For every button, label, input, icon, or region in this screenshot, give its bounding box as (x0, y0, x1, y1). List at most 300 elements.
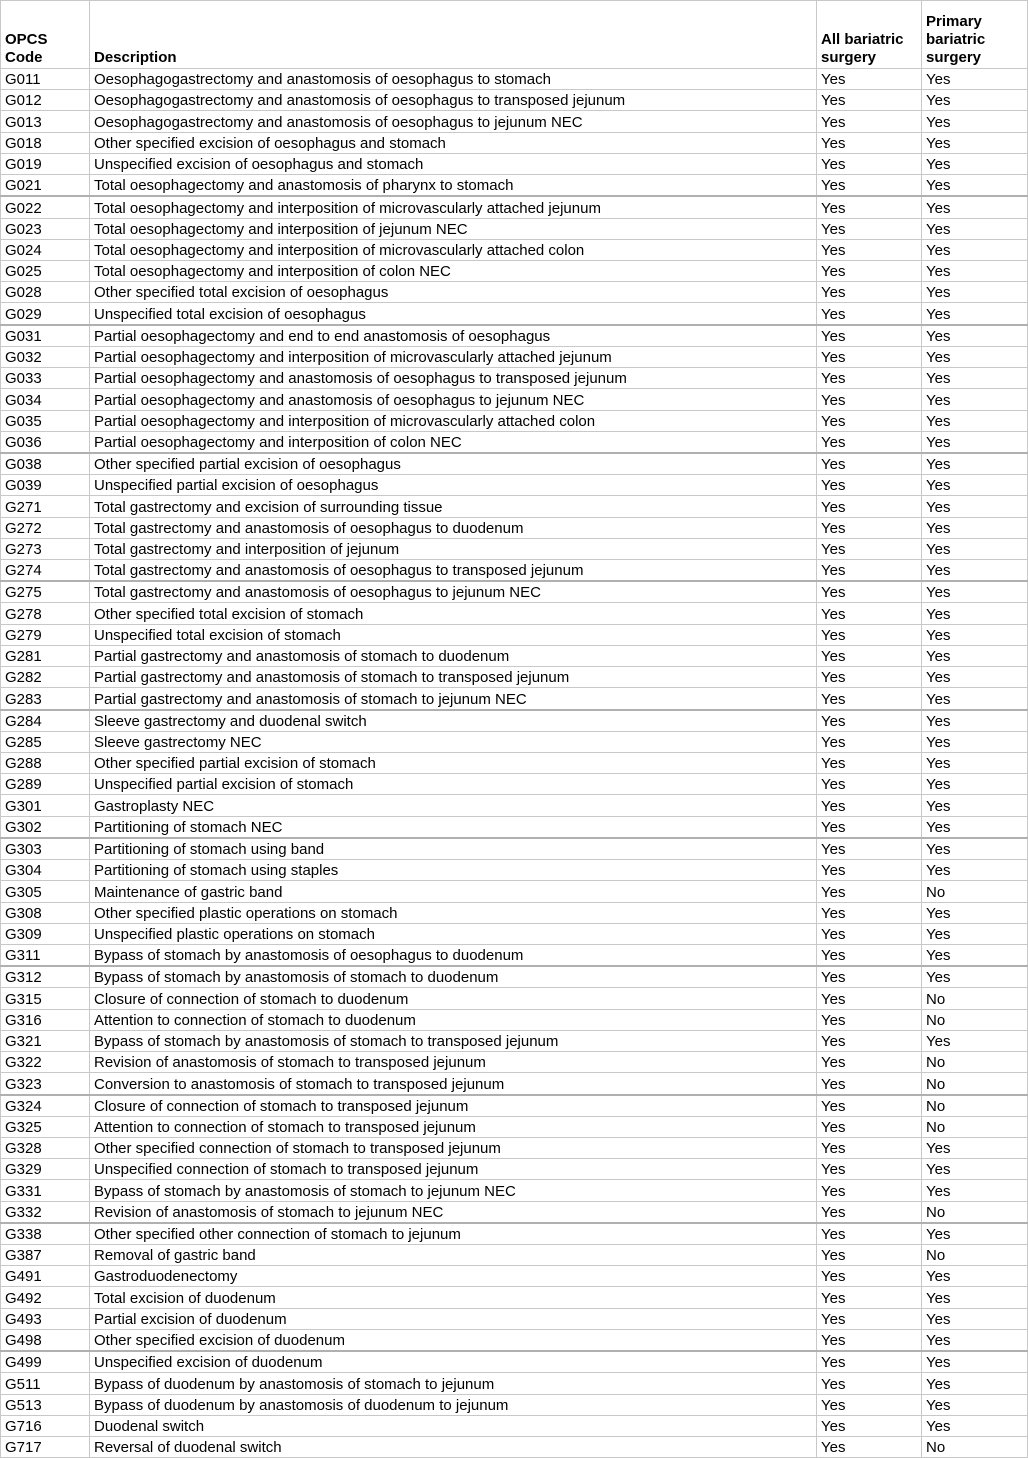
opcs-code-cell: G331 (1, 1180, 90, 1201)
table-row (1, 881, 1028, 902)
all-bariatric-cell: Yes (817, 581, 922, 603)
primary-bariatric-cell: Yes (922, 368, 1028, 389)
primary-bariatric-cell: Yes (922, 731, 1028, 752)
opcs-code-cell: G321 (1, 1030, 90, 1051)
primary-bariatric-cell: Yes (922, 325, 1028, 347)
all-bariatric-cell: Yes (817, 795, 922, 816)
opcs-code-cell: G513 (1, 1394, 90, 1415)
all-bariatric-cell: Yes (817, 517, 922, 538)
all-bariatric-cell: Yes (817, 1437, 922, 1458)
description-cell: Partial oesophagectomy and interposition of colon NEC (90, 431, 817, 453)
opcs-code-cell: G304 (1, 860, 90, 881)
opcs-code-cell: G011 (1, 69, 90, 90)
opcs-code-cell: G281 (1, 645, 90, 666)
description-cell: Unspecified partial excision of oesophagus (90, 475, 817, 496)
all-bariatric-cell: Yes (817, 260, 922, 281)
all-bariatric-cell: Yes (817, 1095, 922, 1117)
header-opcs-code-line-2: Code (5, 49, 43, 66)
opcs-code-cell: G332 (1, 1201, 90, 1223)
opcs-code-cell: G032 (1, 346, 90, 367)
primary-bariatric-cell: Yes (922, 1180, 1028, 1201)
table-row (1, 1287, 1028, 1308)
all-bariatric-cell: Yes (817, 282, 922, 303)
opcs-code-cell: G323 (1, 1073, 90, 1095)
table-row (1, 1329, 1028, 1351)
table-row (1, 1116, 1028, 1137)
table-row (1, 988, 1028, 1009)
table-row (1, 1415, 1028, 1436)
description-cell: Closure of connection of stomach to duodenum (90, 988, 817, 1009)
table-row (1, 325, 1028, 347)
opcs-code-cell: G491 (1, 1266, 90, 1287)
header-primary-bariatric-line-1: Primary (926, 13, 982, 30)
table-row (1, 453, 1028, 475)
description-cell: Partial gastrectomy and anastomosis of stomach to transposed jejunum (90, 667, 817, 688)
all-bariatric-cell: Yes (817, 538, 922, 559)
table-row (1, 132, 1028, 153)
table-row (1, 645, 1028, 666)
table-row (1, 1373, 1028, 1394)
primary-bariatric-cell: Yes (922, 1351, 1028, 1373)
table-row (1, 1437, 1028, 1458)
table-row (1, 1030, 1028, 1051)
opcs-code-cell: G284 (1, 710, 90, 732)
description-cell: Gastroplasty NEC (90, 795, 817, 816)
table-row (1, 1351, 1028, 1373)
description-cell: Partial excision of duodenum (90, 1308, 817, 1329)
all-bariatric-cell: Yes (817, 1116, 922, 1137)
primary-bariatric-cell: Yes (922, 410, 1028, 431)
description-cell: Bypass of stomach by anastomosis of stomach to duodenum (90, 966, 817, 988)
all-bariatric-cell: Yes (817, 753, 922, 774)
table-row (1, 260, 1028, 281)
opcs-code-cell: G325 (1, 1116, 90, 1137)
opcs-code-cell: G387 (1, 1245, 90, 1266)
table-row (1, 603, 1028, 624)
primary-bariatric-cell: Yes (922, 90, 1028, 111)
description-cell: Closure of connection of stomach to transposed jejunum (90, 1095, 817, 1117)
opcs-code-cell: G031 (1, 325, 90, 347)
header-all-bariatric-line-1: All bariatric (821, 31, 904, 48)
primary-bariatric-cell: Yes (922, 1266, 1028, 1287)
description-cell: Other specified partial excision of oesophagus (90, 453, 817, 475)
description-cell: Total excision of duodenum (90, 1287, 817, 1308)
primary-bariatric-cell: Yes (922, 860, 1028, 881)
primary-bariatric-cell: Yes (922, 303, 1028, 325)
description-cell: Total oesophagectomy and interposition of colon NEC (90, 260, 817, 281)
primary-bariatric-cell: Yes (922, 1394, 1028, 1415)
all-bariatric-cell: Yes (817, 1266, 922, 1287)
table-header (1, 1, 1028, 69)
primary-bariatric-cell: Yes (922, 795, 1028, 816)
table-row (1, 1095, 1028, 1117)
table-row (1, 389, 1028, 410)
primary-bariatric-cell: Yes (922, 1308, 1028, 1329)
all-bariatric-cell: Yes (817, 603, 922, 624)
primary-bariatric-cell: Yes (922, 923, 1028, 944)
table-body (1, 69, 1028, 1458)
opcs-code-cell: G271 (1, 496, 90, 517)
all-bariatric-cell: Yes (817, 645, 922, 666)
opcs-code-cell: G308 (1, 902, 90, 923)
header-primary-bariatric-line-3: surgery (926, 49, 982, 66)
primary-bariatric-cell: Yes (922, 688, 1028, 710)
opcs-code-cell: G029 (1, 303, 90, 325)
table-row (1, 710, 1028, 732)
opcs-code-cell: G275 (1, 581, 90, 603)
primary-bariatric-cell: Yes (922, 560, 1028, 582)
table-row (1, 90, 1028, 111)
description-cell: Unspecified total excision of stomach (90, 624, 817, 645)
opcs-code-cell: G025 (1, 260, 90, 281)
opcs-code-cell: G278 (1, 603, 90, 624)
all-bariatric-cell: Yes (817, 1137, 922, 1158)
primary-bariatric-cell: Yes (922, 239, 1028, 260)
table-row (1, 731, 1028, 752)
opcs-code-cell: G315 (1, 988, 90, 1009)
primary-bariatric-cell: Yes (922, 1223, 1028, 1245)
table-row (1, 218, 1028, 239)
table-row (1, 923, 1028, 944)
all-bariatric-cell: Yes (817, 175, 922, 197)
description-cell: Other specified excision of duodenum (90, 1329, 817, 1351)
primary-bariatric-cell: Yes (922, 111, 1028, 132)
table-row (1, 368, 1028, 389)
opcs-code-cell: G312 (1, 966, 90, 988)
all-bariatric-cell: Yes (817, 624, 922, 645)
all-bariatric-cell: Yes (817, 1373, 922, 1394)
description-cell: Duodenal switch (90, 1415, 817, 1436)
table-row (1, 1394, 1028, 1415)
description-cell: Bypass of duodenum by anastomosis of duodenum to jejunum (90, 1394, 817, 1415)
primary-bariatric-cell: Yes (922, 1137, 1028, 1158)
description-cell: Oesophagogastrectomy and anastomosis of oesophagus to stomach (90, 69, 817, 90)
description-cell: Unspecified partial excision of stomach (90, 774, 817, 795)
table-row (1, 1073, 1028, 1095)
all-bariatric-cell: Yes (817, 453, 922, 475)
table-row (1, 517, 1028, 538)
description-cell: Bypass of stomach by anastomosis of stomach to jejunum NEC (90, 1180, 817, 1201)
all-bariatric-cell: Yes (817, 1073, 922, 1095)
header-row (1, 1, 1028, 69)
all-bariatric-cell: Yes (817, 239, 922, 260)
header-all-bariatric-surgery (817, 1, 922, 69)
opcs-code-cell: G717 (1, 1437, 90, 1458)
opcs-code-cell: G033 (1, 368, 90, 389)
primary-bariatric-cell: Yes (922, 132, 1028, 153)
opcs-code-cell: G511 (1, 1373, 90, 1394)
description-cell: Partial gastrectomy and anastomosis of stomach to duodenum (90, 645, 817, 666)
table-row (1, 1052, 1028, 1073)
description-cell: Partial oesophagectomy and interposition of microvascularly attached jejunum (90, 346, 817, 367)
description-cell: Partial oesophagectomy and anastomosis of oesophagus to jejunum NEC (90, 389, 817, 410)
all-bariatric-cell: Yes (817, 988, 922, 1009)
table-row (1, 753, 1028, 774)
description-cell: Other specified total excision of stomach (90, 603, 817, 624)
opcs-code-cell: G028 (1, 282, 90, 303)
primary-bariatric-cell: Yes (922, 1030, 1028, 1051)
all-bariatric-cell: Yes (817, 90, 922, 111)
table-row (1, 795, 1028, 816)
opcs-code-cell: G018 (1, 132, 90, 153)
description-cell: Total oesophagectomy and interposition of jejunum NEC (90, 218, 817, 239)
opcs-code-cell: G328 (1, 1137, 90, 1158)
primary-bariatric-cell: Yes (922, 218, 1028, 239)
opcs-code-cell: G301 (1, 795, 90, 816)
description-cell: Attention to connection of stomach to duodenum (90, 1009, 817, 1030)
primary-bariatric-cell: Yes (922, 431, 1028, 453)
opcs-code-cell: G316 (1, 1009, 90, 1030)
primary-bariatric-cell: Yes (922, 453, 1028, 475)
table-row (1, 1308, 1028, 1329)
description-cell: Partial oesophagectomy and interposition of microvascularly attached colon (90, 410, 817, 431)
table-row (1, 153, 1028, 174)
all-bariatric-cell: Yes (817, 303, 922, 325)
header-opcs-code (1, 1, 90, 69)
description-cell: Removal of gastric band (90, 1245, 817, 1266)
description-cell: Partial oesophagectomy and end to end anastomosis of oesophagus (90, 325, 817, 347)
description-cell: Other specified total excision of oesophagus (90, 282, 817, 303)
all-bariatric-cell: Yes (817, 1159, 922, 1180)
opcs-code-cell: G034 (1, 389, 90, 410)
primary-bariatric-cell: No (922, 1009, 1028, 1030)
opcs-code-cell: G322 (1, 1052, 90, 1073)
table-row (1, 581, 1028, 603)
table-row (1, 431, 1028, 453)
all-bariatric-cell: Yes (817, 218, 922, 239)
description-cell: Other specified excision of oesophagus and stomach (90, 132, 817, 153)
primary-bariatric-cell: Yes (922, 581, 1028, 603)
primary-bariatric-cell: Yes (922, 624, 1028, 645)
table-row (1, 175, 1028, 197)
all-bariatric-cell: Yes (817, 496, 922, 517)
table-row (1, 860, 1028, 881)
opcs-code-cell: G024 (1, 239, 90, 260)
primary-bariatric-cell: No (922, 1073, 1028, 1095)
all-bariatric-cell: Yes (817, 111, 922, 132)
table-row (1, 303, 1028, 325)
opcs-code-cell: G273 (1, 538, 90, 559)
all-bariatric-cell: Yes (817, 667, 922, 688)
opcs-code-cell: G012 (1, 90, 90, 111)
header-description-line-1: Description (94, 49, 177, 66)
table-row (1, 838, 1028, 860)
table-row (1, 111, 1028, 132)
all-bariatric-cell: Yes (817, 1287, 922, 1308)
opcs-code-cell: G021 (1, 175, 90, 197)
primary-bariatric-cell: Yes (922, 69, 1028, 90)
primary-bariatric-cell: Yes (922, 838, 1028, 860)
primary-bariatric-cell: Yes (922, 196, 1028, 218)
opcs-code-cell: G338 (1, 1223, 90, 1245)
primary-bariatric-cell: Yes (922, 1159, 1028, 1180)
opcs-code-cell: G305 (1, 881, 90, 902)
all-bariatric-cell: Yes (817, 153, 922, 174)
primary-bariatric-cell: Yes (922, 966, 1028, 988)
opcs-code-cell: G039 (1, 475, 90, 496)
table-row (1, 1159, 1028, 1180)
table-row (1, 475, 1028, 496)
all-bariatric-cell: Yes (817, 860, 922, 881)
table-row (1, 538, 1028, 559)
description-cell: Oesophagogastrectomy and anastomosis of oesophagus to transposed jejunum (90, 90, 817, 111)
description-cell: Unspecified plastic operations on stomach (90, 923, 817, 944)
opcs-code-cell: G324 (1, 1095, 90, 1117)
primary-bariatric-cell: Yes (922, 475, 1028, 496)
primary-bariatric-cell: No (922, 1116, 1028, 1137)
all-bariatric-cell: Yes (817, 1201, 922, 1223)
table-row (1, 902, 1028, 923)
all-bariatric-cell: Yes (817, 1030, 922, 1051)
all-bariatric-cell: Yes (817, 410, 922, 431)
description-cell: Total gastrectomy and anastomosis of oesophagus to duodenum (90, 517, 817, 538)
description-cell: Conversion to anastomosis of stomach to transposed jejunum (90, 1073, 817, 1095)
opcs-code-cell: G288 (1, 753, 90, 774)
description-cell: Total gastrectomy and anastomosis of oesophagus to transposed jejunum (90, 560, 817, 582)
all-bariatric-cell: Yes (817, 881, 922, 902)
opcs-code-cell: G311 (1, 944, 90, 966)
table-row (1, 282, 1028, 303)
primary-bariatric-cell: Yes (922, 667, 1028, 688)
opcs-code-cell: G303 (1, 838, 90, 860)
primary-bariatric-cell: Yes (922, 1373, 1028, 1394)
description-cell: Total oesophagectomy and anastomosis of pharynx to stomach (90, 175, 817, 197)
table-row (1, 816, 1028, 838)
all-bariatric-cell: Yes (817, 560, 922, 582)
description-cell: Revision of anastomosis of stomach to transposed jejunum (90, 1052, 817, 1073)
opcs-code-cell: G013 (1, 111, 90, 132)
description-cell: Reversal of duodenal switch (90, 1437, 817, 1458)
table-row (1, 1223, 1028, 1245)
table-row (1, 560, 1028, 582)
primary-bariatric-cell: Yes (922, 603, 1028, 624)
primary-bariatric-cell: Yes (922, 944, 1028, 966)
opcs-code-cell: G493 (1, 1308, 90, 1329)
description-cell: Other specified connection of stomach to transposed jejunum (90, 1137, 817, 1158)
description-cell: Partitioning of stomach NEC (90, 816, 817, 838)
all-bariatric-cell: Yes (817, 1052, 922, 1073)
description-cell: Oesophagogastrectomy and anastomosis of oesophagus to jejunum NEC (90, 111, 817, 132)
primary-bariatric-cell: Yes (922, 816, 1028, 838)
all-bariatric-cell: Yes (817, 902, 922, 923)
opcs-code-cell: G022 (1, 196, 90, 218)
description-cell: Partitioning of stomach using band (90, 838, 817, 860)
table-row (1, 944, 1028, 966)
primary-bariatric-cell: Yes (922, 282, 1028, 303)
primary-bariatric-cell: Yes (922, 902, 1028, 923)
primary-bariatric-cell: Yes (922, 753, 1028, 774)
table-row (1, 496, 1028, 517)
table-row (1, 346, 1028, 367)
description-cell: Attention to connection of stomach to transposed jejunum (90, 1116, 817, 1137)
all-bariatric-cell: Yes (817, 1351, 922, 1373)
opcs-code-cell: G279 (1, 624, 90, 645)
header-opcs-code-line-1: OPCS (5, 31, 48, 48)
table-row (1, 1245, 1028, 1266)
opcs-code-cell: G282 (1, 667, 90, 688)
primary-bariatric-cell: Yes (922, 1415, 1028, 1436)
description-cell: Unspecified connection of stomach to transposed jejunum (90, 1159, 817, 1180)
opcs-code-cell: G716 (1, 1415, 90, 1436)
all-bariatric-cell: Yes (817, 368, 922, 389)
description-cell: Bypass of stomach by anastomosis of oesophagus to duodenum (90, 944, 817, 966)
table-row (1, 667, 1028, 688)
header-primary-bariatric-line-2: bariatric (926, 31, 986, 48)
primary-bariatric-cell: Yes (922, 1287, 1028, 1308)
primary-bariatric-cell: Yes (922, 645, 1028, 666)
opcs-code-cell: G499 (1, 1351, 90, 1373)
description-cell: Partial gastrectomy and anastomosis of stomach to jejunum NEC (90, 688, 817, 710)
opcs-code-cell: G274 (1, 560, 90, 582)
opcs-code-cell: G035 (1, 410, 90, 431)
opcs-code-cell: G019 (1, 153, 90, 174)
primary-bariatric-cell: Yes (922, 389, 1028, 410)
primary-bariatric-cell: Yes (922, 260, 1028, 281)
primary-bariatric-cell: Yes (922, 517, 1028, 538)
table-row (1, 774, 1028, 795)
primary-bariatric-cell: Yes (922, 496, 1028, 517)
description-cell: Bypass of stomach by anastomosis of stomach to transposed jejunum (90, 1030, 817, 1051)
description-cell: Unspecified excision of duodenum (90, 1351, 817, 1373)
opcs-code-cell: G023 (1, 218, 90, 239)
primary-bariatric-cell: No (922, 1052, 1028, 1073)
description-cell: Total gastrectomy and interposition of jejunum (90, 538, 817, 559)
primary-bariatric-cell: No (922, 1437, 1028, 1458)
all-bariatric-cell: Yes (817, 1245, 922, 1266)
description-cell: Bypass of duodenum by anastomosis of stomach to jejunum (90, 1373, 817, 1394)
all-bariatric-cell: Yes (817, 731, 922, 752)
primary-bariatric-cell: No (922, 1095, 1028, 1117)
all-bariatric-cell: Yes (817, 774, 922, 795)
primary-bariatric-cell: No (922, 881, 1028, 902)
description-cell: Total gastrectomy and anastomosis of oesophagus to jejunum NEC (90, 581, 817, 603)
table-row (1, 1201, 1028, 1223)
table-row (1, 688, 1028, 710)
header-description (90, 1, 817, 69)
header-all-bariatric-line-2: surgery (821, 49, 877, 66)
table-row (1, 1137, 1028, 1158)
all-bariatric-cell: Yes (817, 69, 922, 90)
description-cell: Unspecified excision of oesophagus and stomach (90, 153, 817, 174)
all-bariatric-cell: Yes (817, 966, 922, 988)
all-bariatric-cell: Yes (817, 1308, 922, 1329)
description-cell: Other specified plastic operations on stomach (90, 902, 817, 923)
description-cell: Revision of anastomosis of stomach to jejunum NEC (90, 1201, 817, 1223)
opcs-code-cell: G036 (1, 431, 90, 453)
all-bariatric-cell: Yes (817, 475, 922, 496)
opcs-code-cell: G285 (1, 731, 90, 752)
opcs-code-cell: G492 (1, 1287, 90, 1308)
all-bariatric-cell: Yes (817, 923, 922, 944)
primary-bariatric-cell: No (922, 1201, 1028, 1223)
opcs-code-cell: G498 (1, 1329, 90, 1351)
primary-bariatric-cell: Yes (922, 538, 1028, 559)
opcs-code-cell: G283 (1, 688, 90, 710)
all-bariatric-cell: Yes (817, 688, 922, 710)
primary-bariatric-cell: No (922, 988, 1028, 1009)
table-row (1, 69, 1028, 90)
all-bariatric-cell: Yes (817, 1394, 922, 1415)
primary-bariatric-cell: Yes (922, 774, 1028, 795)
description-cell: Total oesophagectomy and interposition of microvascularly attached jejunum (90, 196, 817, 218)
all-bariatric-cell: Yes (817, 816, 922, 838)
all-bariatric-cell: Yes (817, 710, 922, 732)
description-cell: Partitioning of stomach using staples (90, 860, 817, 881)
all-bariatric-cell: Yes (817, 1009, 922, 1030)
all-bariatric-cell: Yes (817, 431, 922, 453)
opcs-code-cell: G329 (1, 1159, 90, 1180)
opcs-code-cell: G302 (1, 816, 90, 838)
